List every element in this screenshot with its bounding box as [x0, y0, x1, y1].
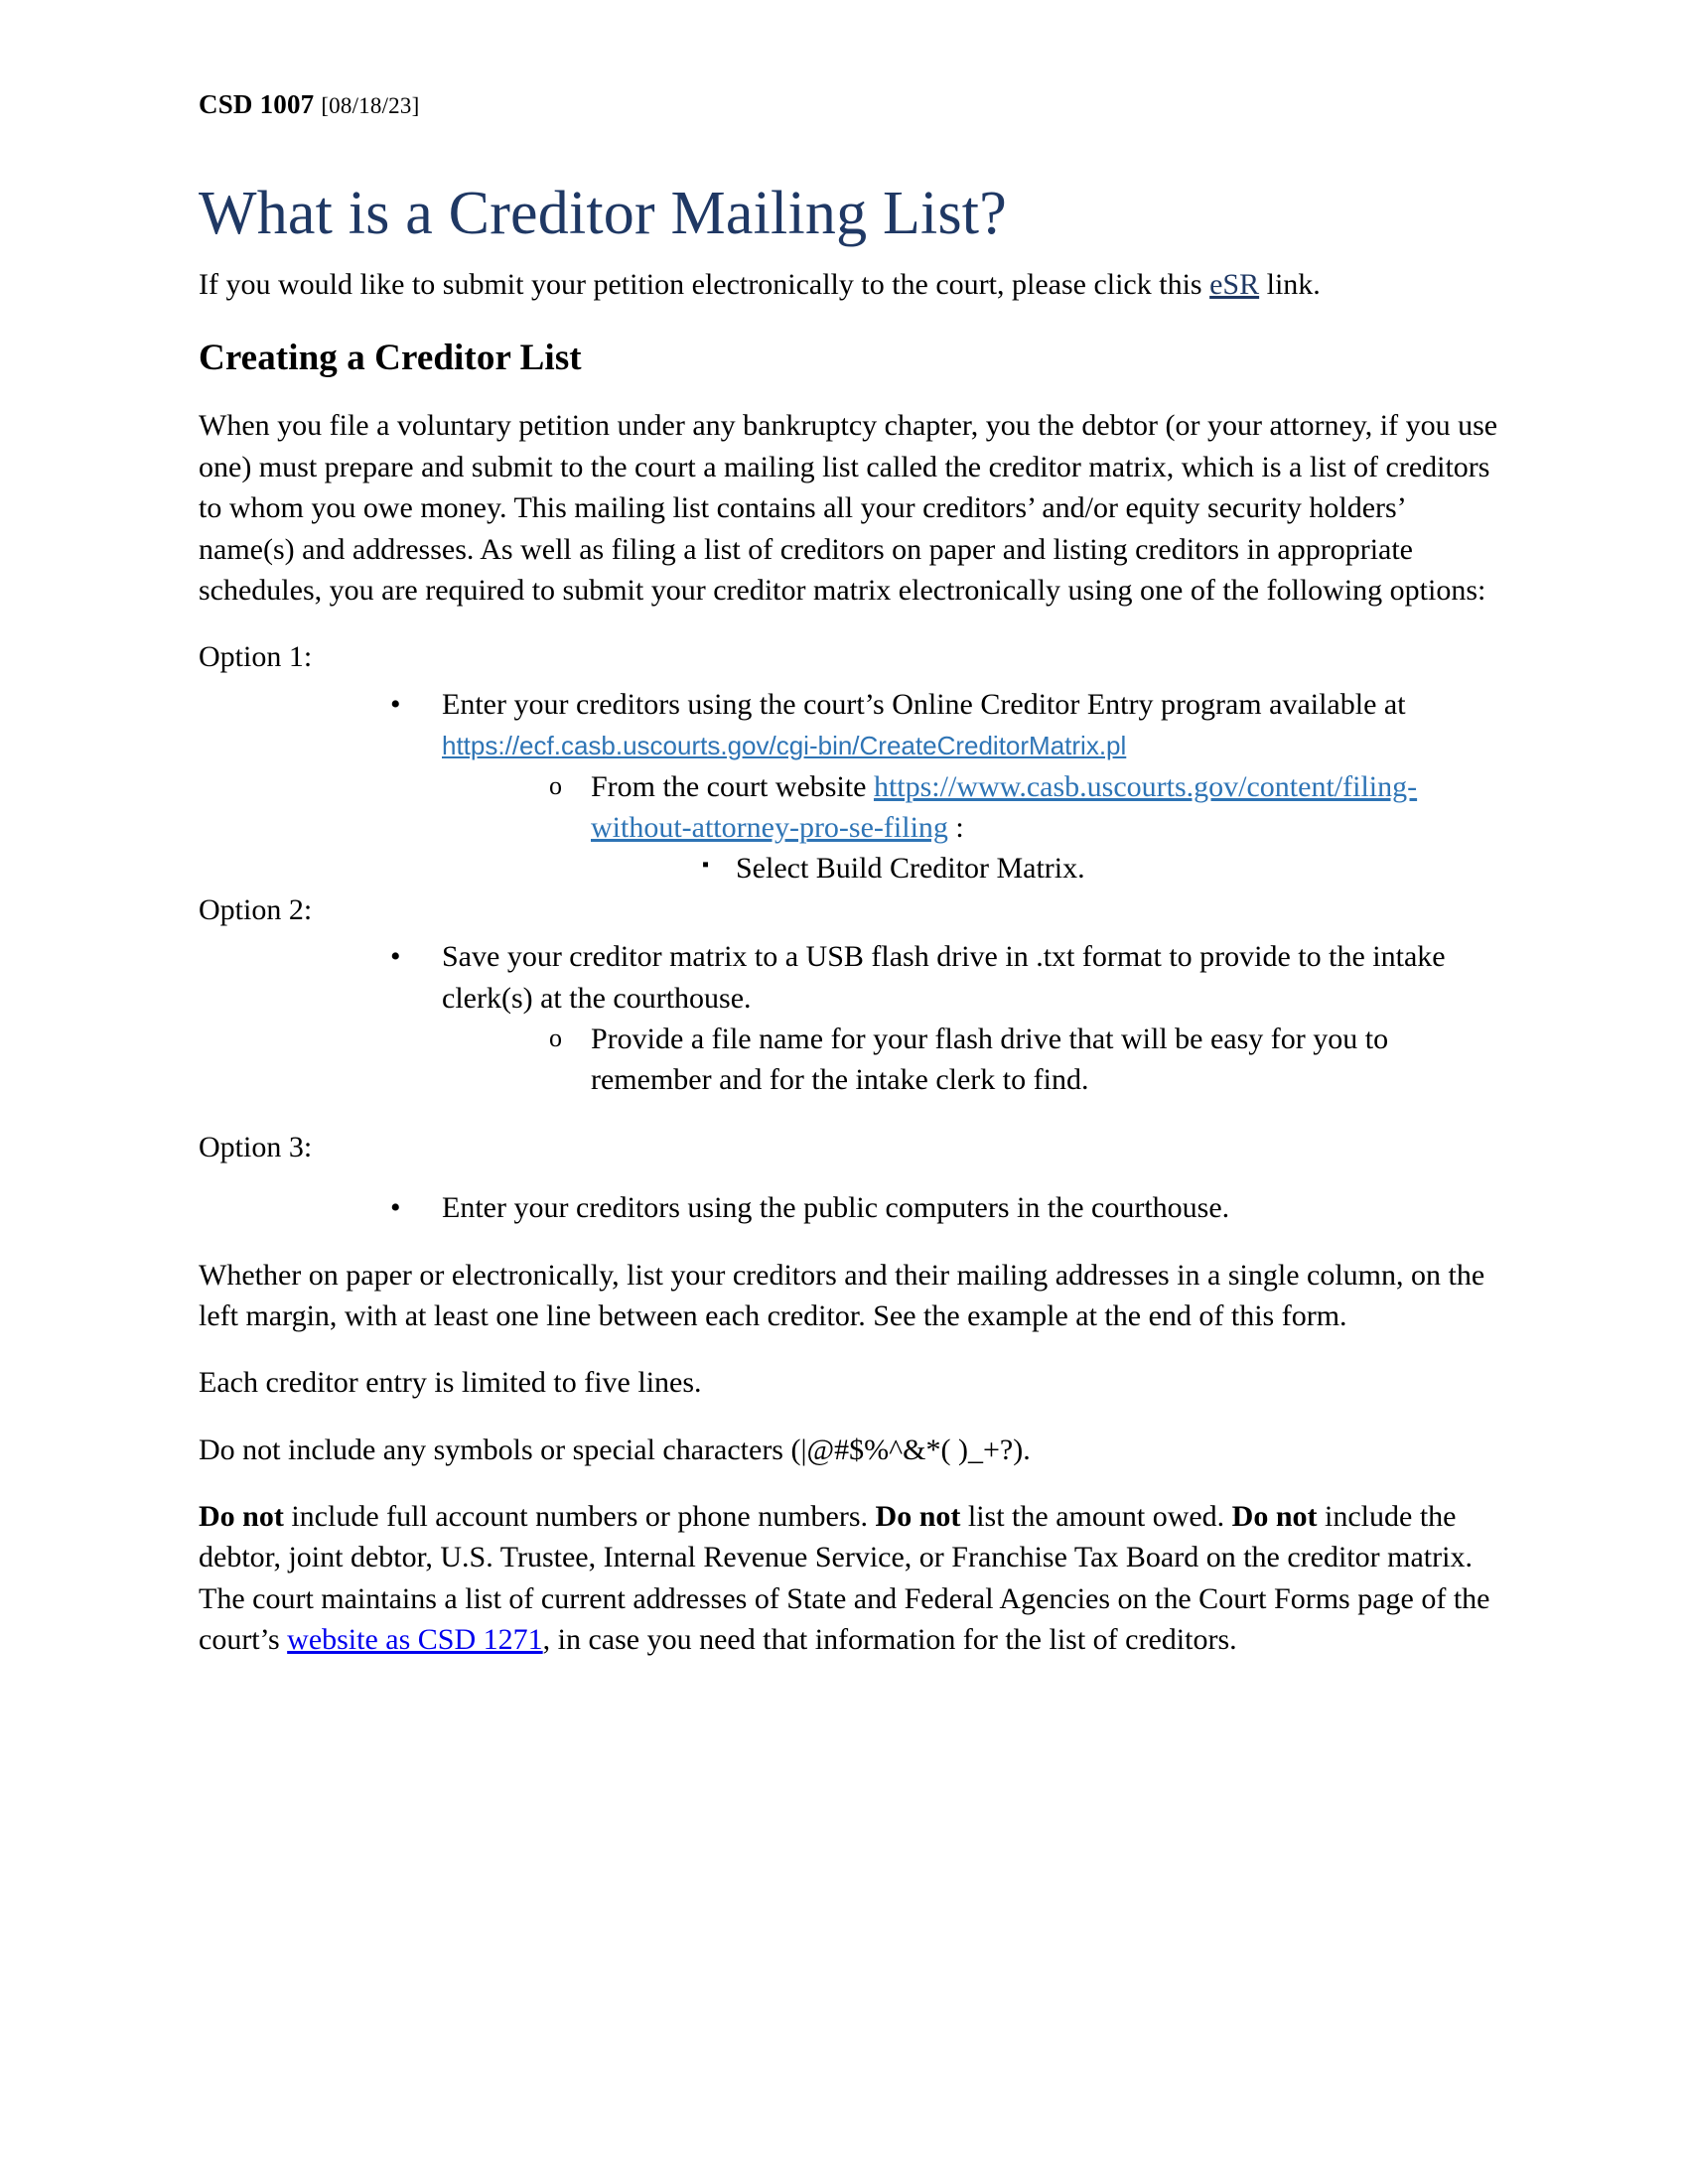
- circle-bullet-icon: o: [549, 1023, 562, 1052]
- option-1-label: Option 1:: [199, 640, 313, 674]
- closing-text-4: , in case you need that information for the list of creditors.: [542, 1623, 1237, 1657]
- court-website-link[interactable]: https://www.casb.uscourts.gov/content/filing-without-attorney-pro-se-filing: [591, 769, 1418, 844]
- list-item: [513, 766, 1499, 889]
- option-2-list: [199, 936, 1499, 1101]
- option-2-bullet-text: Save your creditor matrix to a USB flash drive in .txt format to provide to the intake clerk(s) at the courthouse.: [442, 940, 1446, 1015]
- do-not-emphasis-3: Do not: [1231, 1500, 1318, 1534]
- list-item: [352, 684, 1499, 889]
- section-heading-creating-a-creditor-list: Creating a Creditor List: [199, 338, 582, 379]
- closing-text-1: include full account numbers or phone numbers.: [283, 1500, 876, 1534]
- option-1-list: [199, 684, 1499, 889]
- option-3-bullet-text: Enter your creditors using the public computers in the courthouse.: [442, 1191, 1230, 1225]
- esr-link[interactable]: eSR: [1209, 268, 1260, 302]
- do-not-emphasis-1: Do not: [199, 1500, 284, 1534]
- option-1-sub-suffix: :: [947, 811, 964, 844]
- create-creditor-matrix-link[interactable]: https://ecf.casb.uscourts.gov/cgi-bin/CreateCreditorMatrix.pl: [442, 731, 1127, 761]
- closing-paragraph-4: [199, 1496, 1499, 1661]
- option-1-subsublist: [591, 848, 1499, 888]
- disc-bullet-icon: •: [390, 1191, 401, 1225]
- form-code-number: CSD 1007: [199, 89, 315, 119]
- closing-paragraph-2: Each creditor entry is limited to five lines.: [199, 1366, 702, 1400]
- option-1-subsub-text: Select Build Creditor Matrix.: [736, 852, 1085, 886]
- option-2-sublist: [442, 1019, 1499, 1101]
- list-item: [352, 936, 1499, 1101]
- form-code-date: [08/18/23]: [321, 93, 420, 118]
- creating-creditor-list-paragraph: When you file a voluntary petition under any bankruptcy chapter, you the debtor (or your attorney, if you use one) must prepare and submit to the court a mailing list called the creditor matrix, which is a list of creditors to whom you owe money. This mailing list contains all your creditors’ and/or equity security holders’ name(s) and addresses. As well as filing a list of creditors on paper and listing creditors in appropriate schedules, you are required to submit your creditor matrix electronically using one of the following options:: [199, 409, 1498, 608]
- list-item: [352, 1187, 1499, 1228]
- list-item: [666, 848, 1499, 888]
- option-3-list: [199, 1187, 1499, 1228]
- form-code-header: [199, 89, 1499, 120]
- option-2-label: Option 2:: [199, 892, 313, 926]
- option-2-sub-text: Provide a file name for your flash drive that will be easy for you to remember and for the intake clerk to find.: [591, 1022, 1389, 1097]
- option-3-label: Option 3:: [199, 1130, 313, 1163]
- closing-paragraph-1: Whether on paper or electronically, list your creditors and their mailing addresses in a single column, on the left margin, with at least one line between each creditor. See the example at the end of this form.: [199, 1258, 1485, 1332]
- closing-text-3: include the debtor, joint debtor, U.S. Trustee, Internal Revenue Service, or Franchise Tax Board on the creditor matrix. The court maintains a list of current addresses of State and Federal Agencies on the Court Forms page of the court’s: [199, 1500, 1490, 1657]
- option-1-sub-prefix: From the court website: [591, 769, 874, 803]
- closing-paragraph-3: Do not include any symbols or special characters (|@#$%^&*( )_+?).: [199, 1433, 1031, 1466]
- do-not-emphasis-2: Do not: [875, 1500, 961, 1534]
- list-item: [513, 1019, 1499, 1101]
- circle-bullet-icon: o: [549, 770, 562, 800]
- square-bullet-icon: ▪: [702, 854, 710, 877]
- option-1-bullet-text: Enter your creditors using the court’s Online Creditor Entry program available at: [442, 687, 1406, 721]
- option-1-sublist: [442, 766, 1499, 889]
- page-title: What is a Creditor Mailing List?: [199, 180, 1007, 247]
- closing-text-2: list the amount owed.: [960, 1500, 1232, 1534]
- intro-text-before: If you would like to submit your petition electronically to the court, please click this: [199, 268, 1210, 302]
- csd-1271-link[interactable]: website as CSD 1271: [287, 1623, 543, 1657]
- intro-text-after: link.: [1259, 268, 1321, 302]
- disc-bullet-icon: •: [390, 940, 401, 974]
- intro-paragraph: [199, 264, 1499, 305]
- disc-bullet-icon: •: [390, 687, 401, 721]
